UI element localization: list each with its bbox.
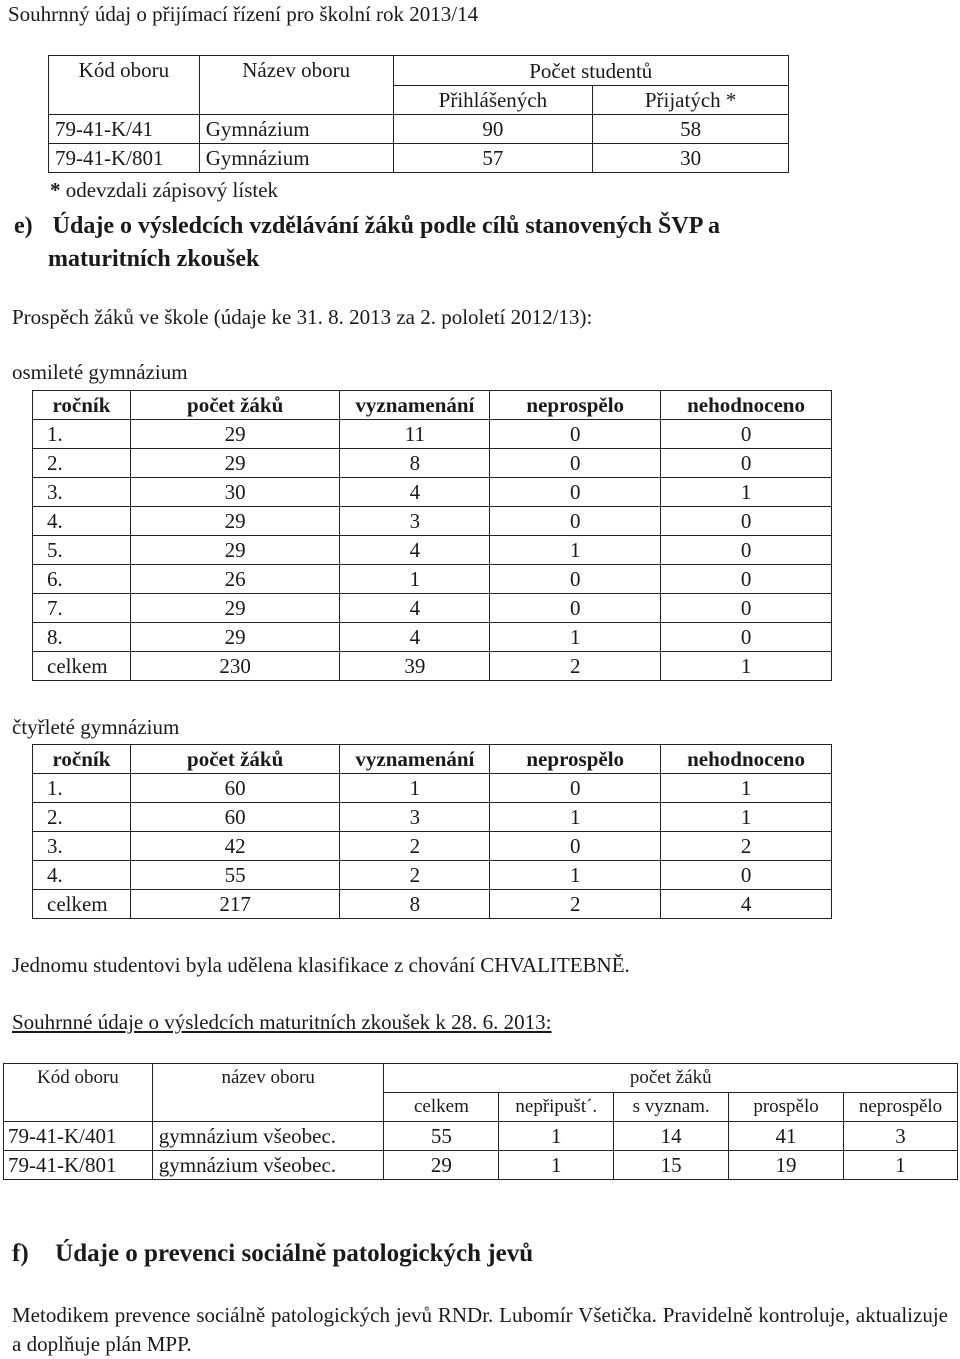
cell-not-admitted: 1 [499,1151,614,1180]
table-row [4,1122,958,1151]
table-cell: 29 [130,623,340,652]
table-cell: 4 [340,536,490,565]
cell-code: 79-41-K/41 [49,115,200,144]
matura-col-not-admitted: nepřipušt´. [499,1093,614,1122]
table-cell: 1 [661,774,832,803]
col-header: vyznamenání [340,745,490,774]
table-cell: 0 [661,594,832,623]
table-cell: 2 [661,832,832,861]
table-cell: 6. [33,565,131,594]
table-cell: 1 [661,803,832,832]
table-cell: 29 [130,536,340,565]
table-cell: 0 [490,507,661,536]
table-cell: 3 [340,803,490,832]
table-row [33,832,832,861]
table-cell: 1 [490,861,661,890]
table-cell: 0 [490,774,661,803]
cell-failed: 3 [844,1122,958,1151]
table-cell: 0 [661,449,832,478]
table-row [33,652,832,681]
table-cell: 217 [130,890,340,919]
section-e-subtitle: Prospěch žáků ve škole (údaje ke 31. 8. 2013 za 2. pololetí 2012/13): [12,305,593,329]
table-cell: 1. [33,420,131,449]
cell-total: 55 [384,1122,499,1151]
col-header: nehodnoceno [661,745,832,774]
table-row [33,890,832,919]
table-cell: 4. [33,861,131,890]
eight-year-table [32,390,832,681]
table-cell: 11 [340,420,490,449]
section-e-label: e) [14,213,33,239]
table-cell: 0 [661,623,832,652]
table-cell: 4 [661,890,832,919]
behavior-note: Jednomu studentovi byla udělena klasifikace z chování CHVALITEBNĚ. [12,953,630,977]
table-cell: 8 [340,449,490,478]
four-year-caption: čtyřleté gymnázium [12,715,180,739]
table-cell: 26 [130,565,340,594]
matura-col-total: celkem [384,1093,499,1122]
table-row [33,507,832,536]
table-cell: 2. [33,449,131,478]
col-header-name: Název oboru [199,56,393,115]
table-cell: 1 [490,536,661,565]
col-header: neprospělo [490,391,661,420]
col-header-applied: Přihlášených [393,86,593,115]
four-year-table [32,744,832,919]
cell-code: 79-41-K/801 [4,1151,153,1180]
section-f-heading [12,1240,533,1268]
eight-year-caption: osmileté gymnázium [12,360,188,384]
cell-name: Gymnázium [199,115,393,144]
table-cell: 1 [490,623,661,652]
cell-passed: 19 [729,1151,844,1180]
table-cell: 55 [130,861,340,890]
matura-col-passed: prospělo [729,1093,844,1122]
cell-not-admitted: 1 [499,1122,614,1151]
col-header-accepted: Přijatých * [593,86,789,115]
table-row [33,565,832,594]
table-cell: 2 [490,890,661,919]
table-cell: 0 [661,507,832,536]
table-cell: 0 [490,478,661,507]
table-cell: 0 [661,420,832,449]
table-cell: 230 [130,652,340,681]
col-header: ročník [33,745,131,774]
matura-col-honors: s vyznam. [614,1093,729,1122]
cell-applied: 57 [393,144,593,173]
cell-name: Gymnázium [199,144,393,173]
table-row [33,536,832,565]
table-header-row [33,391,832,420]
table-cell: 8 [340,890,490,919]
section-f-title: Údaje o prevenci sociálně patologických jevů [55,1240,534,1267]
table-cell: 42 [130,832,340,861]
table-cell: 60 [130,774,340,803]
cell-code: 79-41-K/801 [49,144,200,173]
table-cell: 1 [340,774,490,803]
table-header-row [33,745,832,774]
section-f-text: Metodikem prevence sociálně patologických jevů RNDr. Lubomír Všetička. Pravidelně kontroluje, aktualizuje a doplňuje plán MPP. [12,1303,948,1356]
table-cell: 0 [490,449,661,478]
cell-honors: 15 [614,1151,729,1180]
admissions-footnote [50,178,278,203]
table-row [33,774,832,803]
matura-table [3,1063,958,1180]
matura-col-code: Kód oboru [4,1064,153,1122]
matura-title: Souhrnné údaje o výsledcích maturitních zkoušek k 28. 6. 2013: [12,1010,552,1034]
cell-name: gymnázium všeobec. [152,1122,384,1151]
table-cell: celkem [33,890,131,919]
table-cell: 29 [130,420,340,449]
col-header-count: Počet studentů [393,56,788,86]
table-row [33,623,832,652]
table-cell: 2 [490,652,661,681]
col-header: počet žáků [130,745,340,774]
table-cell: 2 [340,832,490,861]
table-cell: 4 [340,623,490,652]
table-cell: 1 [661,478,832,507]
cell-honors: 14 [614,1122,729,1151]
cell-total: 29 [384,1151,499,1180]
table-cell: 7. [33,594,131,623]
footnote-star: * [50,178,61,202]
cell-code: 79-41-K/401 [4,1122,153,1151]
table-cell: 1. [33,774,131,803]
cell-applied: 90 [393,115,593,144]
col-header-code: Kód oboru [49,56,200,115]
table-row [4,1151,958,1180]
col-header: neprospělo [490,745,661,774]
table-cell: 0 [490,420,661,449]
table-row [33,861,832,890]
table-cell: 0 [490,565,661,594]
table-cell: 30 [130,478,340,507]
table-row [33,594,832,623]
table-cell: 0 [661,536,832,565]
table-cell: 0 [661,565,832,594]
table-row [49,115,789,144]
table-cell: 0 [661,861,832,890]
table-cell: 4 [340,478,490,507]
cell-accepted: 30 [593,144,789,173]
footnote-text: odevzdali zápisový lístek [65,178,279,202]
matura-col-count: počet žáků [384,1064,958,1093]
matura-col-name: název oboru [152,1064,384,1122]
table-cell: 29 [130,507,340,536]
col-header: ročník [33,391,131,420]
section-e-title-line2: maturitních zkoušek [48,246,260,272]
cell-passed: 41 [729,1122,844,1151]
col-header: počet žáků [130,391,340,420]
table-cell: celkem [33,652,131,681]
table-cell: 4. [33,507,131,536]
table-cell: 39 [340,652,490,681]
table-cell: 3 [340,507,490,536]
table-cell: 0 [490,832,661,861]
cell-name: gymnázium všeobec. [152,1151,384,1180]
section-e-title-line1: Údaje o výsledcích vzdělávání žáků podle cílů stanovených ŠVP a [52,213,721,239]
table-row [33,420,832,449]
section-e-heading [14,210,720,242]
table-cell: 8. [33,623,131,652]
col-header: vyznamenání [340,391,490,420]
table-row [49,144,789,173]
table-cell: 2 [340,861,490,890]
table-cell: 1 [661,652,832,681]
cell-failed: 1 [844,1151,958,1180]
col-header: nehodnoceno [661,391,832,420]
table-cell: 60 [130,803,340,832]
table-row [33,449,832,478]
table-row [33,803,832,832]
table-cell: 4 [340,594,490,623]
table-cell: 2. [33,803,131,832]
table-cell: 0 [490,594,661,623]
matura-col-failed: neprospělo [844,1093,958,1122]
table-row [33,478,832,507]
section-f-label: f) [12,1240,29,1267]
table-cell: 29 [130,449,340,478]
admissions-table [48,55,789,173]
page-title: Souhrnný údaj o přijímací řízení pro školní rok 2013/14 [8,2,479,26]
table-cell: 1 [340,565,490,594]
table-cell: 1 [490,803,661,832]
table-cell: 29 [130,594,340,623]
table-cell: 3. [33,832,131,861]
table-cell: 3. [33,478,131,507]
cell-accepted: 58 [593,115,789,144]
table-cell: 5. [33,536,131,565]
